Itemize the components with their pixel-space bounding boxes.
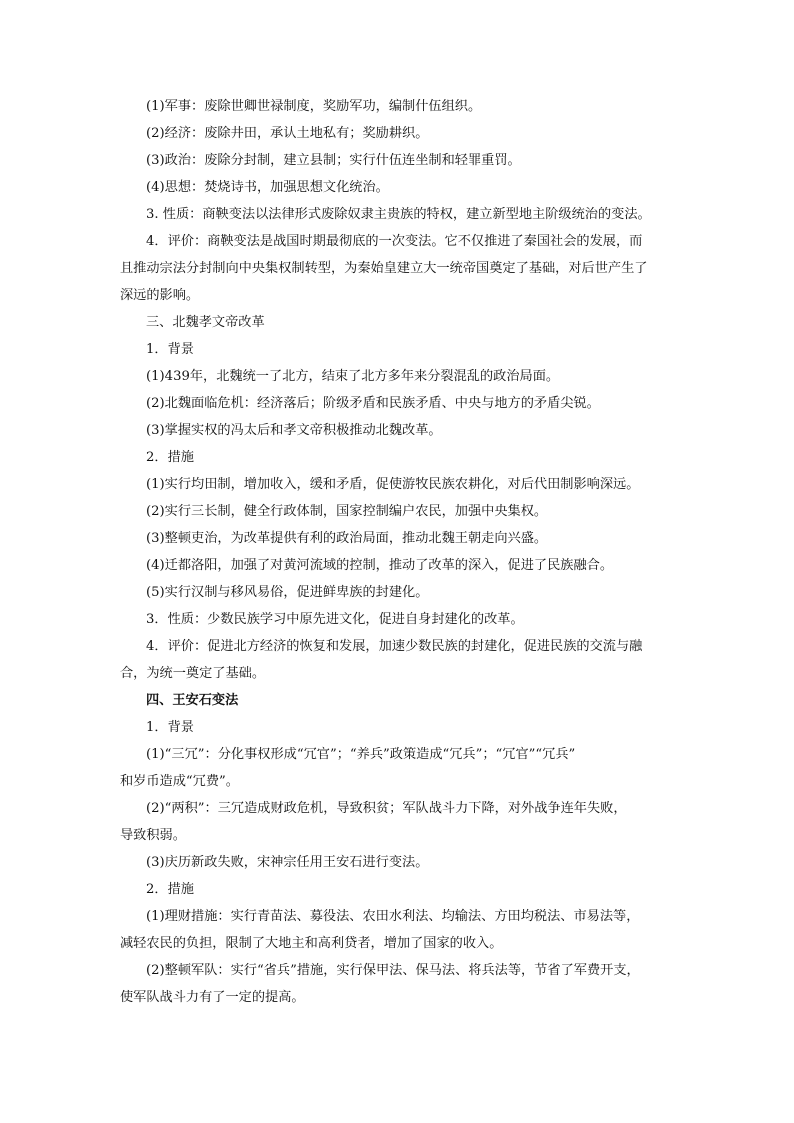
text-line: 1．背景 [146,342,194,357]
text-line: (2)实行三长制，健全行政体制，国家控制编户农民，加强中央集权。 [146,504,548,519]
text-line: (2)北魏面临危机：经济落后；阶级矛盾和民族矛盾、中央与地方的矛盾尖锐。 [146,396,600,411]
text-line: (1)439年，北魏统一了北方，结束了北方多年来分裂混乱的政治局面。 [146,369,560,384]
text-line: 减轻农民的负担，限制了大地主和高利贷者，增加了国家的收入。 [120,936,503,951]
text-line: (3)掌握实权的冯太后和孝文帝积极推动北魏改革。 [146,423,442,438]
text-line: 导致积弱。 [120,828,186,843]
text-line: 4．评价：促进北方经济的恢复和发展，加速少数民族的封建化，促进民族的交流与融 [146,639,643,654]
text-line: (3)政治：废除分封制，建立县制；实行什伍连坐制和轻罪重罚。 [146,153,521,168]
text-line: 4．评价：商鞅变法是战国时期最彻底的一次变法。它不仅推进了秦国社会的发展，而 [146,234,643,249]
text-line: 三、北魏孝文帝改革 [146,315,265,330]
text-line: (1)理财措施：实行青苗法、募役法、农田水利法、均输法、方田均税法、市易法等， [146,909,640,924]
text-line: (2)经济：废除井田，承认土地私有；奖励耕织。 [146,126,429,141]
text-line: 3. 性质：商鞅变法以法律形式废除奴隶主贵族的特权，建立新型地主阶级统治的变法。 [146,207,651,222]
text-line: (4)思想：焚烧诗书，加强思想文化统治。 [146,180,389,195]
text-line: (4)迁都洛阳，加强了对黄河流域的控制，推动了改革的深入，促进了民族融合。 [146,558,614,573]
text-line: (3)整顿吏治，为改革提供有利的政治局面，推动北魏王朝走向兴盛。 [146,531,548,546]
text-line: 合，为统一奠定了基础。 [120,666,266,681]
text-line: (1)实行均田制，增加收入，缓和矛盾，促使游牧民族农耕化，对后代田制影响深远。 [146,477,640,492]
text-line: 1．背景 [146,720,194,735]
text-line: (2)整顿军队：实行“省兵”措施，实行保甲法、保马法、将兵法等，节省了军费开支， [146,963,640,978]
text-line: 深远的影响。 [120,288,200,303]
text-line: 使军队战斗力有了一定的提高。 [120,990,305,1005]
section-heading: 四、王安石变法 [146,693,239,708]
text-line: 2．措施 [146,450,194,465]
text-line: (5)实行汉制与移风易俗，促进鲜卑族的封建化。 [146,585,429,600]
text-line: 和岁币造成“冗费”。 [120,774,239,789]
text-line: (2)“两积”：三冗造成财政危机，导致积贫；军队战斗力下降，对外战争连年失败， [146,801,627,816]
text-line: (1)“三冗”：分化事权形成“冗官”；“养兵”政策造成“冗兵”；“冗官”“冗兵” [146,747,576,762]
text-line: 2．措施 [146,882,194,897]
text-line: (3)庆历新政失败，宋神宗任用王安石进行变法。 [146,855,429,870]
text-line: (1)军事：废除世卿世禄制度，奖励军功，编制什伍组织。 [146,99,482,114]
document-page [120,93,676,1011]
text-line: 且推动宗法分封制向中央集权制转型，为秦始皇建立大一统帝国奠定了基础，对后世产生了 [120,261,648,276]
text-line: 3．性质：少数民族学习中原先进文化，促进自身封建化的改革。 [146,612,524,627]
